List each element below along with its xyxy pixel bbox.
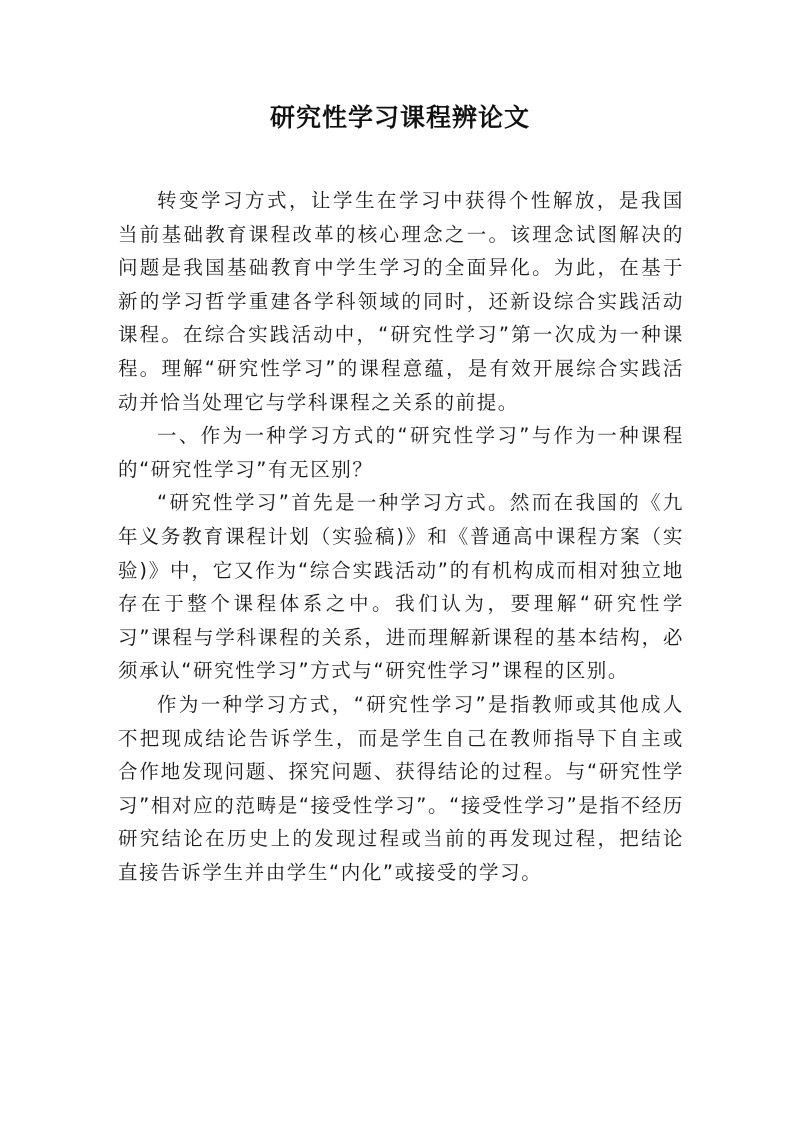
document-title: 研究性学习课程辨论文 — [269, 103, 530, 132]
document-body — [118, 184, 684, 889]
paragraph-learning-method: “研究性学习”首先是一种学习方式。然而在我国的《九年义务教育课程计划（实验稿)》和《普通高中课程方案（实验)》中，它又作为“综合实践活动”的有机构成而相对独立地存在于整个课程体系之中。我们认为，要理解“研究性学习”课程与学科课程的关系，进而理解新课程的基本结构，必须承认“研究性学习”方式与“研究性学习”课程的区别。 — [118, 491, 684, 683]
paragraph-definition: 作为一种学习方式，“研究性学习”是指教师或其他成人不把现成结论告诉学生，而是学生自己在教师指导下自主或合作地发现问题、探究问题、获得结论的过程。与“研究性学习”相对应的范畴是“接受性学习”。“接受性学习”是指不经历研究结论在历史上的发现过程或当前的再发现过程，把结论直接告诉学生并由学生“内化”或接受的学习。 — [118, 692, 684, 884]
paragraph-section-heading: 一、作为一种学习方式的“研究性学习”与作为一种课程的“研究性学习”有无区别？ — [118, 424, 684, 481]
paragraph-intro: 转变学习方式，让学生在学习中获得个性解放，是我国当前基础教育课程改革的核心理念之一。该理念试图解决的问题是我国基础教育中学生学习的全面异化。为此，在基于新的学习哲学重建各学科领域的同时，还新设综合实践活动课程。在综合实践活动中，“研究性学习”第一次成为一种课程。理解“研究性学习”的课程意蕴，是有效开展综合实践活动并恰当处理它与学科课程之关系的前提。 — [118, 189, 684, 414]
